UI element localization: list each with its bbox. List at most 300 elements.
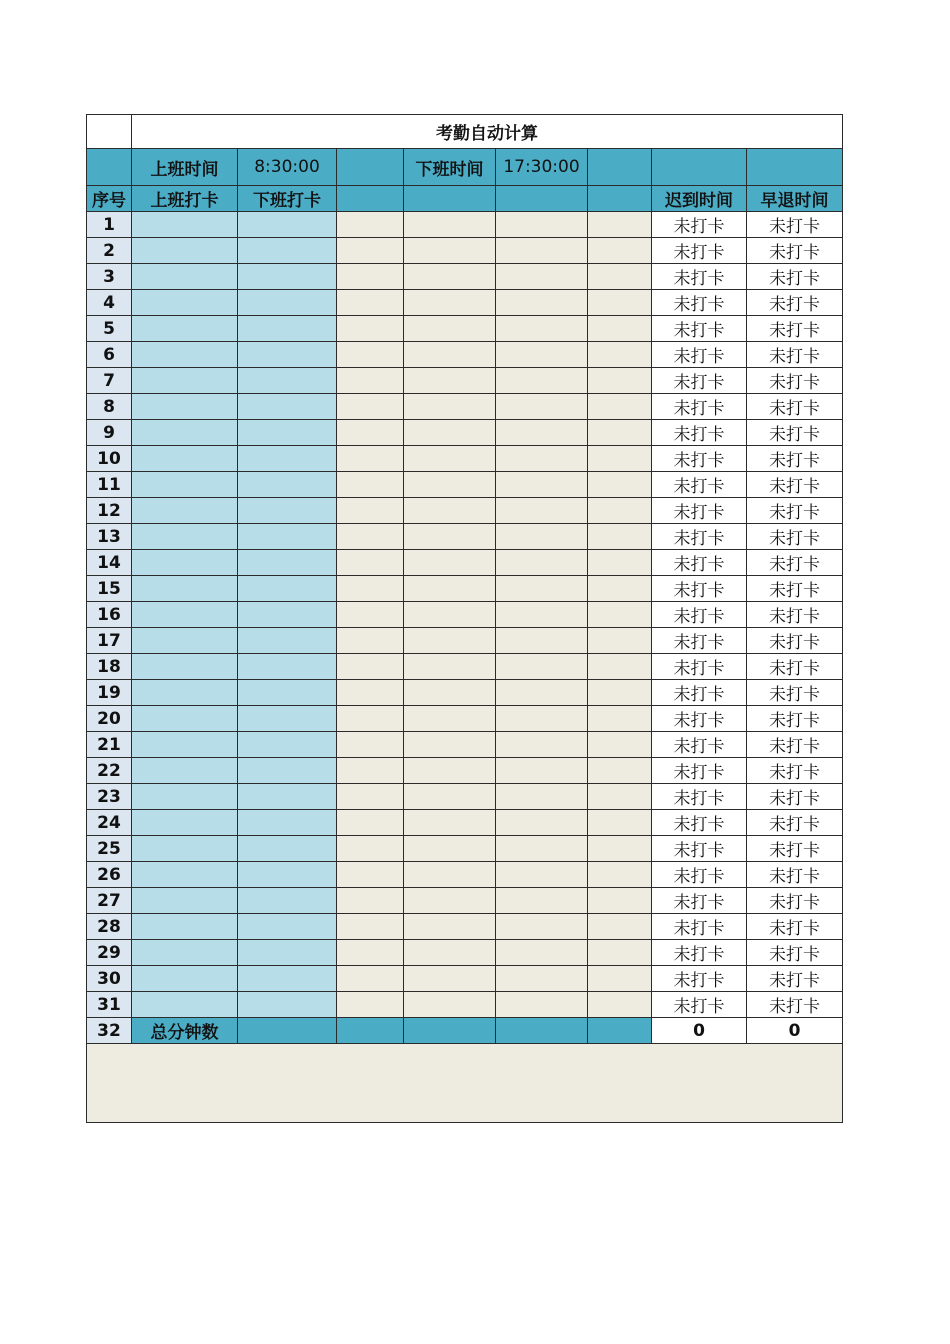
data-cell[interactable] — [337, 602, 404, 628]
blank-header-cell[interactable] — [652, 149, 747, 186]
data-cell[interactable] — [337, 784, 404, 810]
data-cell[interactable] — [588, 420, 652, 446]
data-cell[interactable] — [404, 238, 496, 264]
data-cell[interactable] — [588, 290, 652, 316]
data-cell[interactable] — [404, 368, 496, 394]
clock-in-cell[interactable] — [132, 940, 238, 966]
early-status-cell[interactable]: 未打卡 — [747, 888, 843, 914]
clock-out-cell[interactable] — [238, 810, 337, 836]
late-status-cell[interactable]: 未打卡 — [652, 524, 747, 550]
early-status-cell[interactable]: 未打卡 — [747, 706, 843, 732]
clock-in-cell[interactable] — [132, 550, 238, 576]
clock-out-cell[interactable] — [238, 238, 337, 264]
early-status-cell[interactable]: 未打卡 — [747, 680, 843, 706]
row-number: 26 — [87, 862, 132, 888]
row-number: 14 — [87, 550, 132, 576]
data-cell[interactable] — [588, 836, 652, 862]
late-status-cell[interactable]: 未打卡 — [652, 914, 747, 940]
column-header-clock-out: 下班打卡 — [238, 186, 337, 212]
data-cell[interactable] — [588, 706, 652, 732]
data-cell[interactable] — [404, 524, 496, 550]
late-status-cell[interactable]: 未打卡 — [652, 836, 747, 862]
table-row — [87, 472, 843, 498]
clock-in-cell[interactable] — [132, 524, 238, 550]
notes-area[interactable] — [87, 1044, 843, 1123]
late-status-cell[interactable]: 未打卡 — [652, 394, 747, 420]
table-row — [87, 602, 843, 628]
row-number: 2 — [87, 238, 132, 264]
clock-out-cell[interactable] — [238, 342, 337, 368]
late-status-cell[interactable]: 未打卡 — [652, 992, 747, 1018]
data-cell[interactable] — [496, 992, 588, 1018]
clock-in-cell[interactable] — [132, 602, 238, 628]
data-cell[interactable] — [337, 264, 404, 290]
data-cell[interactable] — [588, 914, 652, 940]
data-cell[interactable] — [496, 290, 588, 316]
data-cell[interactable] — [337, 706, 404, 732]
late-status-cell[interactable]: 未打卡 — [652, 940, 747, 966]
table-row — [87, 498, 843, 524]
blank-header-cell[interactable] — [588, 149, 652, 186]
late-status-cell[interactable]: 未打卡 — [652, 290, 747, 316]
attendance-sheet — [86, 114, 843, 1123]
data-cell[interactable] — [588, 940, 652, 966]
data-cell[interactable] — [496, 966, 588, 992]
data-cell[interactable] — [588, 342, 652, 368]
late-status-cell[interactable]: 未打卡 — [652, 628, 747, 654]
data-cell[interactable] — [588, 628, 652, 654]
data-cell[interactable] — [337, 446, 404, 472]
data-cell[interactable] — [337, 420, 404, 446]
table-row — [87, 212, 843, 238]
early-status-cell[interactable]: 未打卡 — [747, 576, 843, 602]
early-status-cell[interactable]: 未打卡 — [747, 914, 843, 940]
clock-in-cell[interactable] — [132, 914, 238, 940]
data-cell[interactable] — [496, 394, 588, 420]
data-cell[interactable] — [588, 966, 652, 992]
clock-out-cell[interactable] — [238, 888, 337, 914]
data-cell[interactable] — [496, 524, 588, 550]
clock-out-cell[interactable] — [238, 446, 337, 472]
clock-in-cell[interactable] — [132, 420, 238, 446]
data-cell[interactable] — [496, 446, 588, 472]
early-status-cell[interactable]: 未打卡 — [747, 758, 843, 784]
blank-header-cell[interactable] — [87, 149, 132, 186]
data-cell[interactable] — [404, 602, 496, 628]
clock-out-cell[interactable] — [238, 290, 337, 316]
data-cell[interactable] — [496, 238, 588, 264]
data-cell[interactable] — [404, 550, 496, 576]
data-cell[interactable] — [588, 758, 652, 784]
clock-out-cell[interactable] — [238, 706, 337, 732]
data-cell[interactable] — [337, 576, 404, 602]
clock-in-cell[interactable] — [132, 732, 238, 758]
clock-out-cell[interactable] — [238, 550, 337, 576]
data-cell[interactable] — [588, 368, 652, 394]
early-status-cell[interactable]: 未打卡 — [747, 992, 843, 1018]
clock-in-cell[interactable] — [132, 758, 238, 784]
clock-out-cell[interactable] — [238, 836, 337, 862]
late-status-cell[interactable]: 未打卡 — [652, 680, 747, 706]
table-row — [87, 524, 843, 550]
clock-in-cell[interactable] — [132, 654, 238, 680]
column-header-early: 早退时间 — [747, 186, 843, 212]
data-cell[interactable] — [337, 472, 404, 498]
data-cell[interactable] — [404, 576, 496, 602]
data-cell[interactable] — [404, 420, 496, 446]
total-late-minutes[interactable]: 0 — [652, 1018, 747, 1044]
data-cell[interactable] — [337, 836, 404, 862]
early-status-cell[interactable]: 未打卡 — [747, 498, 843, 524]
data-cell[interactable] — [496, 862, 588, 888]
clock-in-cell[interactable] — [132, 394, 238, 420]
data-cell[interactable] — [496, 940, 588, 966]
column-header-blank — [404, 186, 496, 212]
data-cell[interactable] — [404, 264, 496, 290]
clock-out-cell[interactable] — [238, 940, 337, 966]
data-cell[interactable] — [588, 810, 652, 836]
clock-in-cell[interactable] — [132, 966, 238, 992]
data-cell[interactable] — [404, 966, 496, 992]
data-cell[interactable] — [588, 576, 652, 602]
total-cell[interactable] — [588, 1018, 652, 1044]
data-cell[interactable] — [404, 732, 496, 758]
clock-in-cell[interactable] — [132, 290, 238, 316]
row-number: 25 — [87, 836, 132, 862]
data-cell[interactable] — [496, 654, 588, 680]
data-cell[interactable] — [496, 628, 588, 654]
late-status-cell[interactable]: 未打卡 — [652, 498, 747, 524]
clock-in-cell[interactable] — [132, 862, 238, 888]
clock-out-cell[interactable] — [238, 212, 337, 238]
data-cell[interactable] — [337, 628, 404, 654]
data-cell[interactable] — [404, 290, 496, 316]
clock-out-cell[interactable] — [238, 576, 337, 602]
total-cell[interactable] — [496, 1018, 588, 1044]
table-row — [87, 420, 843, 446]
data-cell[interactable] — [496, 316, 588, 342]
data-cell[interactable] — [404, 394, 496, 420]
data-cell[interactable] — [588, 550, 652, 576]
data-cell[interactable] — [404, 836, 496, 862]
early-status-cell[interactable]: 未打卡 — [747, 966, 843, 992]
early-status-cell[interactable]: 未打卡 — [747, 394, 843, 420]
clock-out-cell[interactable] — [238, 316, 337, 342]
data-cell[interactable] — [404, 498, 496, 524]
data-cell[interactable] — [588, 472, 652, 498]
clock-out-cell[interactable] — [238, 368, 337, 394]
clock-out-cell[interactable] — [238, 992, 337, 1018]
data-cell[interactable] — [496, 680, 588, 706]
data-cell[interactable] — [404, 680, 496, 706]
data-cell[interactable] — [588, 238, 652, 264]
data-cell[interactable] — [337, 316, 404, 342]
data-cell[interactable] — [496, 550, 588, 576]
data-cell[interactable] — [404, 342, 496, 368]
early-status-cell[interactable]: 未打卡 — [747, 810, 843, 836]
data-cell[interactable] — [496, 706, 588, 732]
early-status-cell[interactable]: 未打卡 — [747, 862, 843, 888]
data-cell[interactable] — [404, 940, 496, 966]
blank-header-cell[interactable] — [747, 149, 843, 186]
data-cell[interactable] — [496, 602, 588, 628]
data-cell[interactable] — [337, 394, 404, 420]
clock-out-cell[interactable] — [238, 628, 337, 654]
end-time-value[interactable]: 17:30:00 — [496, 149, 588, 186]
clock-in-cell[interactable] — [132, 498, 238, 524]
late-status-cell[interactable]: 未打卡 — [652, 602, 747, 628]
clock-in-cell[interactable] — [132, 992, 238, 1018]
data-cell[interactable] — [404, 472, 496, 498]
clock-in-cell[interactable] — [132, 628, 238, 654]
clock-in-cell[interactable] — [132, 446, 238, 472]
clock-out-cell[interactable] — [238, 654, 337, 680]
table-row — [87, 966, 843, 992]
column-header-blank — [588, 186, 652, 212]
late-status-cell[interactable]: 未打卡 — [652, 212, 747, 238]
column-header-late: 迟到时间 — [652, 186, 747, 212]
late-status-cell[interactable]: 未打卡 — [652, 732, 747, 758]
late-status-cell[interactable]: 未打卡 — [652, 472, 747, 498]
data-cell[interactable] — [588, 732, 652, 758]
data-cell[interactable] — [337, 238, 404, 264]
total-early-minutes[interactable]: 0 — [747, 1018, 843, 1044]
early-status-cell[interactable]: 未打卡 — [747, 472, 843, 498]
late-status-cell[interactable]: 未打卡 — [652, 368, 747, 394]
data-cell[interactable] — [588, 680, 652, 706]
data-cell[interactable] — [337, 212, 404, 238]
early-status-cell[interactable]: 未打卡 — [747, 524, 843, 550]
row-number: 12 — [87, 498, 132, 524]
early-status-cell[interactable]: 未打卡 — [747, 238, 843, 264]
late-status-cell[interactable]: 未打卡 — [652, 550, 747, 576]
data-cell[interactable] — [337, 810, 404, 836]
clock-in-cell[interactable] — [132, 576, 238, 602]
data-cell[interactable] — [404, 706, 496, 732]
table-row — [87, 576, 843, 602]
early-status-cell[interactable]: 未打卡 — [747, 654, 843, 680]
clock-in-cell[interactable] — [132, 316, 238, 342]
data-cell[interactable] — [404, 992, 496, 1018]
clock-in-cell[interactable] — [132, 264, 238, 290]
clock-out-cell[interactable] — [238, 394, 337, 420]
data-cell[interactable] — [404, 316, 496, 342]
early-status-cell[interactable]: 未打卡 — [747, 940, 843, 966]
clock-in-cell[interactable] — [132, 368, 238, 394]
data-cell[interactable] — [337, 862, 404, 888]
data-cell[interactable] — [496, 914, 588, 940]
data-cell[interactable] — [404, 654, 496, 680]
data-cell[interactable] — [496, 836, 588, 862]
data-cell[interactable] — [496, 888, 588, 914]
data-cell[interactable] — [588, 316, 652, 342]
data-cell[interactable] — [337, 888, 404, 914]
data-cell[interactable] — [337, 498, 404, 524]
data-cell[interactable] — [404, 212, 496, 238]
row-number: 4 — [87, 290, 132, 316]
clock-out-cell[interactable] — [238, 472, 337, 498]
row-number: 9 — [87, 420, 132, 446]
early-status-cell[interactable]: 未打卡 — [747, 264, 843, 290]
data-cell[interactable] — [337, 992, 404, 1018]
data-cell[interactable] — [496, 420, 588, 446]
data-cell[interactable] — [404, 914, 496, 940]
data-cell[interactable] — [337, 940, 404, 966]
early-status-cell[interactable]: 未打卡 — [747, 368, 843, 394]
data-cell[interactable] — [404, 758, 496, 784]
clock-in-cell[interactable] — [132, 238, 238, 264]
late-status-cell[interactable]: 未打卡 — [652, 888, 747, 914]
data-cell[interactable] — [337, 966, 404, 992]
data-cell[interactable] — [404, 446, 496, 472]
start-time-value[interactable]: 8:30:00 — [238, 149, 337, 186]
data-cell[interactable] — [337, 342, 404, 368]
data-cell[interactable] — [404, 628, 496, 654]
data-cell[interactable] — [337, 758, 404, 784]
data-cell[interactable] — [496, 342, 588, 368]
early-status-cell[interactable]: 未打卡 — [747, 446, 843, 472]
table-row — [87, 706, 843, 732]
late-status-cell[interactable]: 未打卡 — [652, 784, 747, 810]
data-cell[interactable] — [337, 654, 404, 680]
total-cell[interactable] — [238, 1018, 337, 1044]
total-cell[interactable] — [404, 1018, 496, 1044]
table-row — [87, 888, 843, 914]
late-status-cell[interactable]: 未打卡 — [652, 810, 747, 836]
data-cell[interactable] — [337, 914, 404, 940]
late-status-cell[interactable]: 未打卡 — [652, 706, 747, 732]
early-status-cell[interactable]: 未打卡 — [747, 602, 843, 628]
data-cell[interactable] — [496, 472, 588, 498]
data-cell[interactable] — [337, 550, 404, 576]
early-status-cell[interactable]: 未打卡 — [747, 290, 843, 316]
table-row — [87, 368, 843, 394]
late-status-cell[interactable]: 未打卡 — [652, 316, 747, 342]
clock-in-cell[interactable] — [132, 784, 238, 810]
late-status-cell[interactable]: 未打卡 — [652, 238, 747, 264]
data-cell[interactable] — [588, 602, 652, 628]
late-status-cell[interactable]: 未打卡 — [652, 758, 747, 784]
clock-out-cell[interactable] — [238, 524, 337, 550]
data-cell[interactable] — [404, 784, 496, 810]
early-status-cell[interactable]: 未打卡 — [747, 732, 843, 758]
end-time-label: 下班时间 — [404, 149, 496, 186]
clock-in-cell[interactable] — [132, 706, 238, 732]
data-cell[interactable] — [588, 394, 652, 420]
row-number: 7 — [87, 368, 132, 394]
clock-in-cell[interactable] — [132, 342, 238, 368]
late-status-cell[interactable]: 未打卡 — [652, 446, 747, 472]
clock-in-cell[interactable] — [132, 212, 238, 238]
table-row — [87, 628, 843, 654]
data-cell[interactable] — [496, 576, 588, 602]
data-cell[interactable] — [404, 888, 496, 914]
early-status-cell[interactable]: 未打卡 — [747, 420, 843, 446]
clock-out-cell[interactable] — [238, 680, 337, 706]
data-cell[interactable] — [404, 810, 496, 836]
data-cell[interactable] — [404, 862, 496, 888]
clock-in-cell[interactable] — [132, 472, 238, 498]
clock-out-cell[interactable] — [238, 758, 337, 784]
clock-in-cell[interactable] — [132, 680, 238, 706]
clock-out-cell[interactable] — [238, 862, 337, 888]
clock-out-cell[interactable] — [238, 914, 337, 940]
data-cell[interactable] — [496, 264, 588, 290]
late-status-cell[interactable]: 未打卡 — [652, 654, 747, 680]
clock-out-cell[interactable] — [238, 420, 337, 446]
row-number: 21 — [87, 732, 132, 758]
late-status-cell[interactable]: 未打卡 — [652, 342, 747, 368]
early-status-cell[interactable]: 未打卡 — [747, 784, 843, 810]
clock-out-cell[interactable] — [238, 602, 337, 628]
row-number: 18 — [87, 654, 132, 680]
data-cell[interactable] — [496, 732, 588, 758]
data-cell[interactable] — [496, 758, 588, 784]
data-cell[interactable] — [588, 654, 652, 680]
table-row — [87, 446, 843, 472]
data-cell[interactable] — [337, 732, 404, 758]
clock-in-cell[interactable] — [132, 888, 238, 914]
row-number: 27 — [87, 888, 132, 914]
early-status-cell[interactable]: 未打卡 — [747, 342, 843, 368]
late-status-cell[interactable]: 未打卡 — [652, 576, 747, 602]
clock-out-cell[interactable] — [238, 784, 337, 810]
late-status-cell[interactable]: 未打卡 — [652, 862, 747, 888]
early-status-cell[interactable]: 未打卡 — [747, 628, 843, 654]
row-number: 23 — [87, 784, 132, 810]
late-status-cell[interactable]: 未打卡 — [652, 264, 747, 290]
data-cell[interactable] — [496, 368, 588, 394]
early-status-cell[interactable]: 未打卡 — [747, 836, 843, 862]
data-cell[interactable] — [588, 498, 652, 524]
data-cell[interactable] — [496, 498, 588, 524]
data-cell[interactable] — [588, 862, 652, 888]
clock-out-cell[interactable] — [238, 732, 337, 758]
data-cell[interactable] — [496, 212, 588, 238]
blank-header-cell[interactable] — [337, 149, 404, 186]
early-status-cell[interactable]: 未打卡 — [747, 316, 843, 342]
data-cell[interactable] — [496, 810, 588, 836]
late-status-cell[interactable]: 未打卡 — [652, 966, 747, 992]
data-cell[interactable] — [588, 212, 652, 238]
data-cell[interactable] — [496, 784, 588, 810]
data-cell[interactable] — [337, 290, 404, 316]
total-row — [87, 1018, 843, 1044]
data-cell[interactable] — [588, 888, 652, 914]
clock-in-cell[interactable] — [132, 836, 238, 862]
clock-out-cell[interactable] — [238, 498, 337, 524]
data-cell[interactable] — [588, 992, 652, 1018]
clock-out-cell[interactable] — [238, 966, 337, 992]
row-number: 17 — [87, 628, 132, 654]
early-status-cell[interactable]: 未打卡 — [747, 212, 843, 238]
clock-out-cell[interactable] — [238, 264, 337, 290]
early-status-cell[interactable]: 未打卡 — [747, 550, 843, 576]
data-cell[interactable] — [337, 680, 404, 706]
column-header-blank — [337, 186, 404, 212]
data-cell[interactable] — [588, 524, 652, 550]
title-row — [87, 115, 843, 149]
data-cell[interactable] — [588, 784, 652, 810]
clock-in-cell[interactable] — [132, 810, 238, 836]
late-status-cell[interactable]: 未打卡 — [652, 420, 747, 446]
data-cell[interactable] — [337, 368, 404, 394]
corner-cell[interactable] — [87, 115, 132, 149]
data-cell[interactable] — [337, 524, 404, 550]
data-cell[interactable] — [588, 264, 652, 290]
data-cell[interactable] — [588, 446, 652, 472]
total-cell[interactable] — [337, 1018, 404, 1044]
